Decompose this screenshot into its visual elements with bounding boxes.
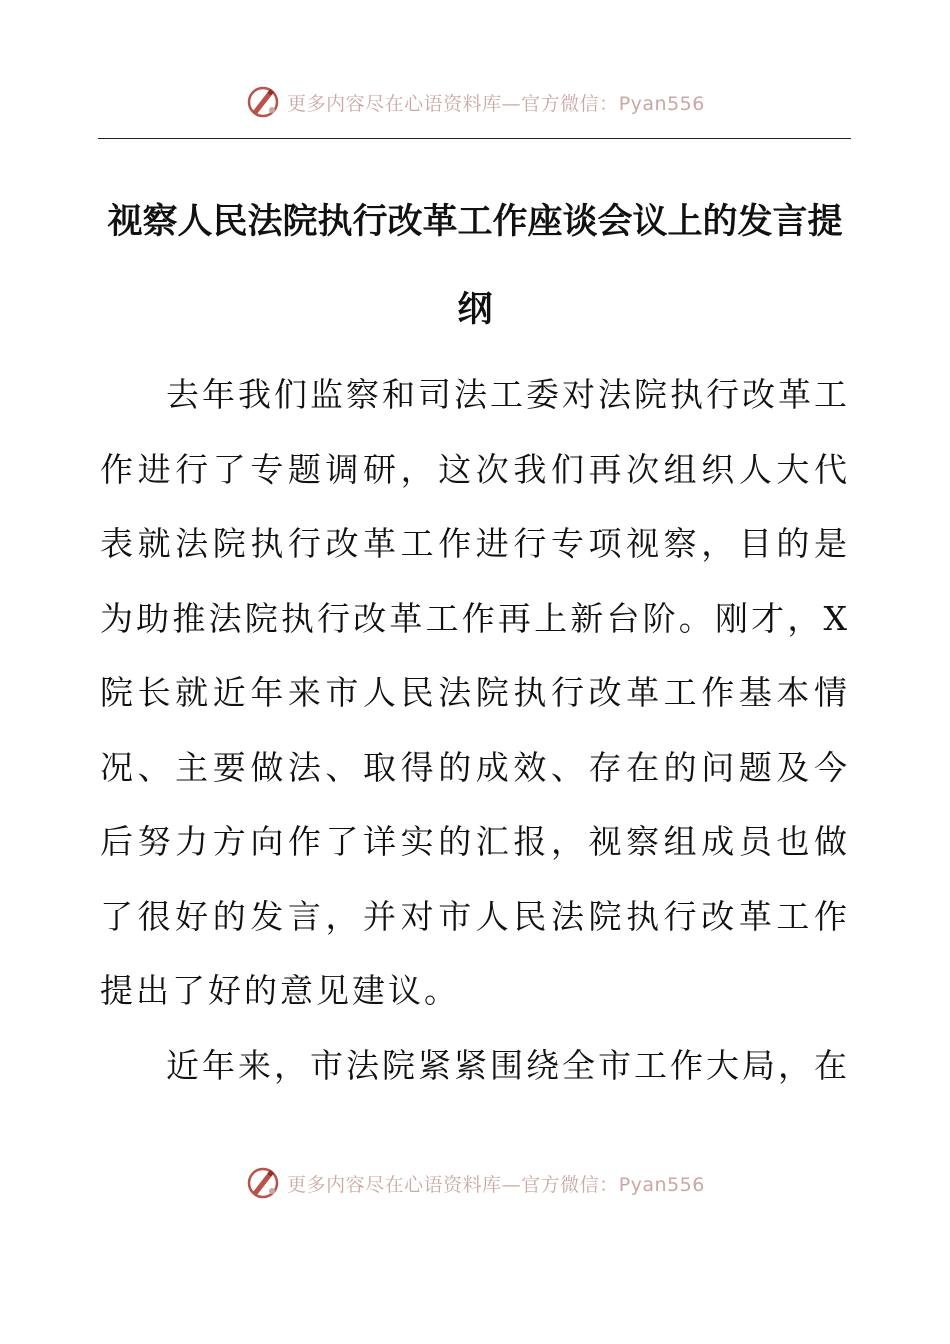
footer-banner bbox=[0, 1163, 950, 1203]
banner-text: 更多内容尽在心语资料库—官方微信：Pyan556 bbox=[287, 1173, 705, 1196]
body-paragraph: 近年来，市法院紧紧围绕全市工作大局，在 bbox=[166, 1045, 850, 1085]
header-banner bbox=[0, 82, 950, 122]
banner-text: 更多内容尽在心语资料库—官方微信：Pyan556 bbox=[287, 92, 705, 115]
document-body bbox=[100, 358, 850, 1103]
pen-circle-icon bbox=[245, 1165, 281, 1201]
header-divider bbox=[98, 138, 851, 139]
body-paragraph: 去年我们监察和司法工委对法院执行改革工作进行了专题调研，这次我们再次组织人大代表就法院执行改革工作进行专项视察，目的是为助推法院执行改革工作再上新台阶。刚才，X院长就近年来市人民法院执行改革工作基本情况、主要做法、取得的成效、存在的问题及今后努力方向作了详实的汇报，视察组成员也做了很好的发言，并对市人民法院执行改革工作提出了好的意见建议。 bbox=[100, 375, 850, 1010]
pen-circle-icon bbox=[245, 84, 281, 120]
document-title: 视察人民法院执行改革工作座谈会议上的发言提纲 bbox=[107, 202, 843, 330]
